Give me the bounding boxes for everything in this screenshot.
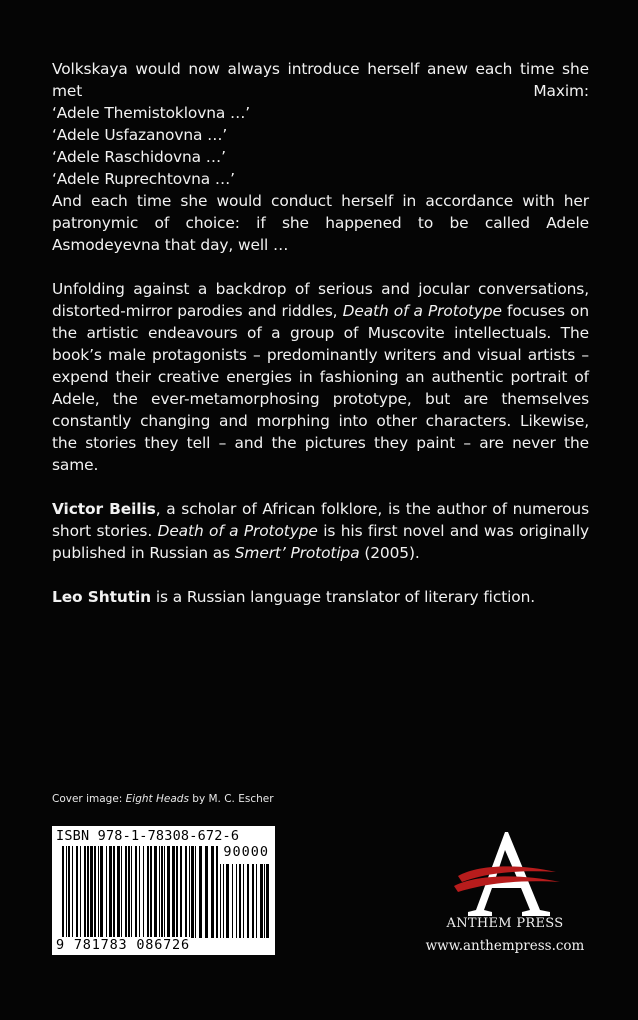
publisher-logo bbox=[410, 828, 600, 958]
translator-bio: Leo Shtutin is a Russian language translator of literary fiction. bbox=[52, 588, 536, 606]
ean-digits: 9 781783 086726 bbox=[56, 937, 190, 953]
author-name: Victor Beilis bbox=[52, 500, 156, 518]
artwork-title: Eight Heads bbox=[125, 793, 189, 805]
blurb-name-2: ‘Adele Usfazanovna …’ bbox=[52, 126, 228, 144]
author-bio: Victor Beilis, a scholar of African folklore, is the author of numerous short stories. Death of a Prototype is his first novel and was originally published in Russian as Smert’ Prototipa (2005). bbox=[52, 500, 590, 562]
publisher-url: www.anthempress.com bbox=[425, 938, 585, 954]
blurb-name-1: ‘Adele Themistoklovna …’ bbox=[52, 104, 251, 122]
isbn-text: ISBN 978-1-78308-672-6 bbox=[56, 828, 240, 844]
summary-paragraph: Unfolding against a backdrop of serious and jocular conversations, distorted-mirror parodies and riddles, Death of a Prototype focuses on the artistic endeavours of a group of Muscovite intellectuals. The book’s male protagonists – predominantly writers and visual artists – expend their creative energies in fashioning an authentic portrait of Adele, the ever-metamorphosing prototype, but are themselves constantly changing and morphing into other characters. Likewise, the stories they tell – and the pictures they paint – are never the same. bbox=[52, 280, 590, 474]
blurb-closing: And each time she would conduct herself in accordance with her patronymic of choice: if she happened to be called Adele Asmodeyevna that day, well … bbox=[52, 192, 589, 254]
barcode bbox=[52, 826, 275, 955]
blurb-opening: Volkskaya would now always introduce herself anew each time she met Maxim: bbox=[52, 60, 589, 100]
blurb-intro bbox=[52, 58, 589, 608]
blurb-name-4: ‘Adele Ruprechtovna …’ bbox=[52, 170, 235, 188]
price-code: 90000 bbox=[223, 844, 269, 860]
anthem-a-logo-icon bbox=[410, 828, 600, 918]
publisher-name: ANTHEM PRESS bbox=[446, 916, 564, 931]
translator-name: Leo Shtutin bbox=[52, 588, 152, 606]
cover-credit: Cover image: Eight Heads by M. C. Escher bbox=[52, 793, 274, 805]
book-title: Death of a Prototype bbox=[342, 302, 502, 320]
blurb-name-3: ‘Adele Raschidovna …’ bbox=[52, 148, 226, 166]
